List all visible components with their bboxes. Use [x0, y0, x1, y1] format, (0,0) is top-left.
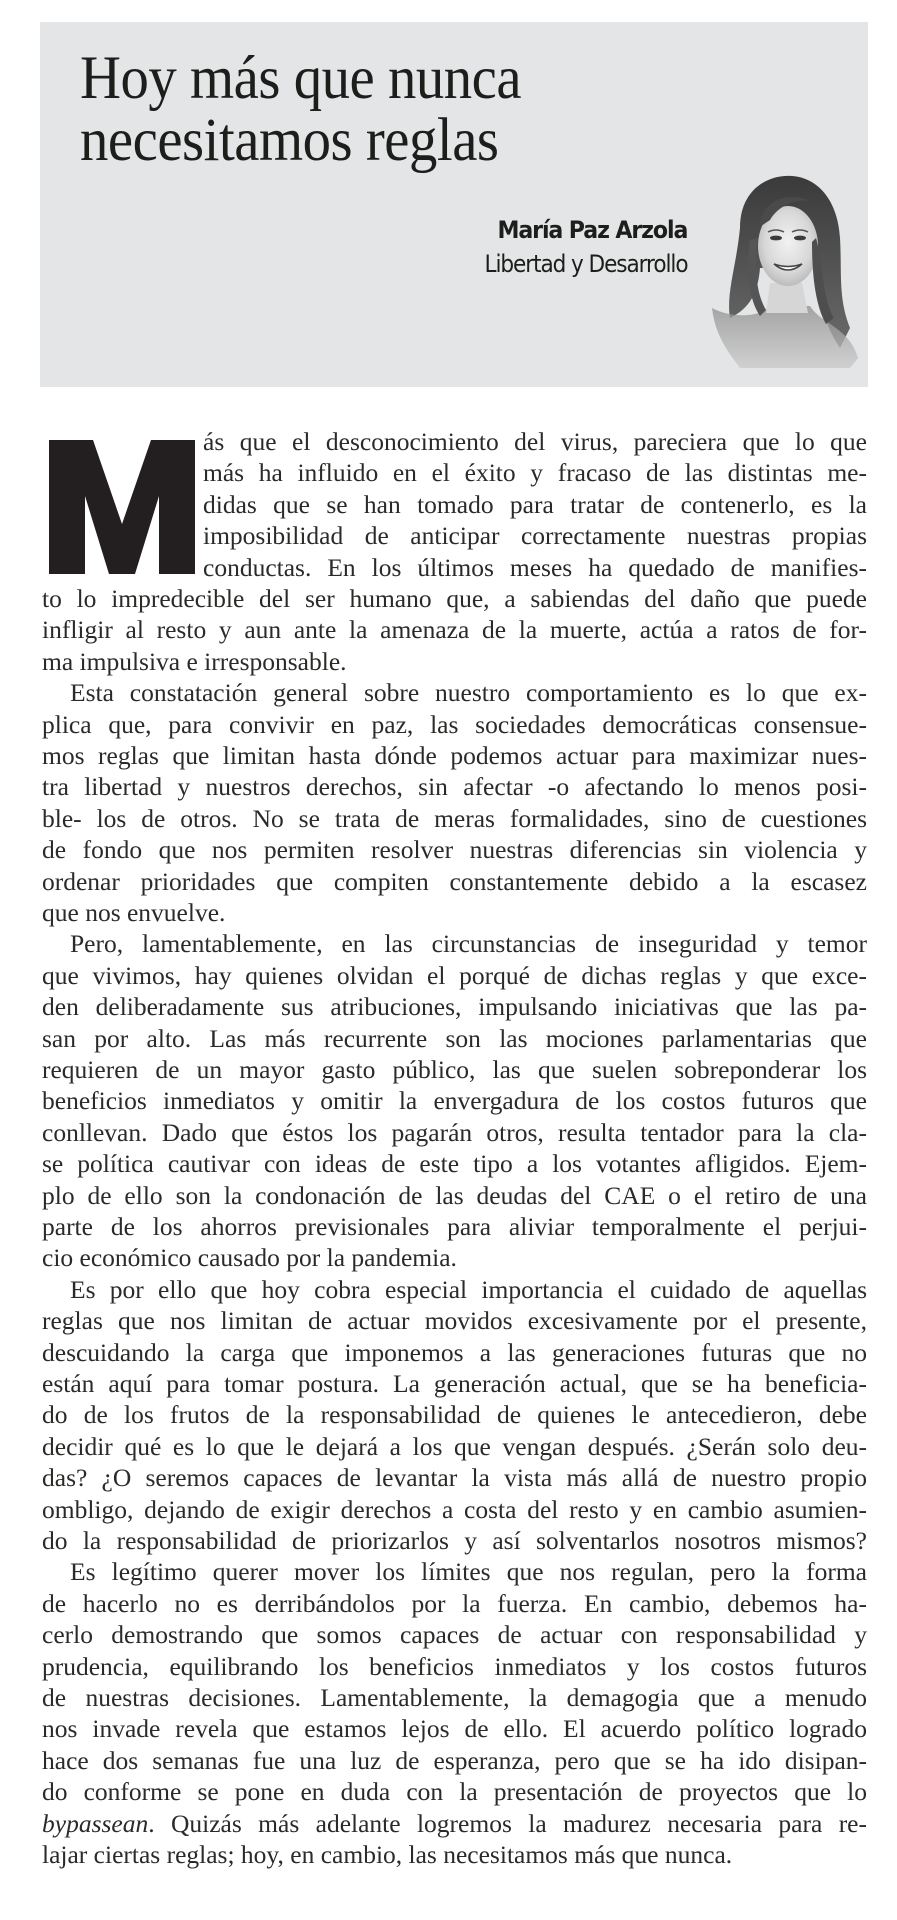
body-line-rest: . Quizás más adelante logremos la madurez necesaria para re- — [148, 1808, 867, 1838]
body-line: to lo impredecible del ser humano que, a sabiendas del daño que puede — [42, 584, 867, 613]
body-line: imposibilidad de anticipar correctamente nuestras propias — [203, 521, 867, 551]
body-line: do conforme se pone en duda con la presentación de proyectos que lo — [42, 1777, 867, 1807]
body-line: Pero, lamentablemente, en las circunstancias de inseguridad y temor — [70, 929, 867, 959]
body-line: de nuestras decisiones. Lamentablemente, la demagogia que a menudo — [42, 1683, 867, 1712]
body-line: requieren de un mayor gasto público, las que suelen sobreponderar los — [42, 1055, 867, 1084]
body-line-mixed — [42, 1808, 867, 1839]
body-line: didas que se han tomado para tratar de contenerlo, es la — [203, 489, 867, 519]
body-line: plica que, para convivir en paz, las sociedades democráticas consensue- — [42, 709, 867, 739]
body-line: que nos envuelve. — [42, 898, 226, 927]
body-line: ble- los de otros. No se trata de meras formalidades, sino de cuestiones — [42, 803, 867, 833]
body-line: ás que el desconocimiento del virus, pareciera que lo que — [203, 427, 867, 456]
body-line: más ha influido en el éxito y fracaso de las distintas me- — [203, 458, 867, 488]
author-portrait — [700, 168, 865, 368]
article-title — [80, 45, 522, 174]
body-line: decidir qué es lo que le dejará a los que vengan después. ¿Serán solo deu- — [42, 1431, 867, 1461]
body-line: hace dos semanas fue una luz de esperanza, pero que se ha ido disipan- — [42, 1745, 867, 1775]
body-line: se política cautivar con ideas de este tipo a los votantes afligidos. Ejem- — [42, 1149, 867, 1179]
body-line: ombligo, dejando de exigir derechos a costa del resto y en cambio asumien- — [42, 1494, 867, 1524]
author-name: María Paz Arzola — [497, 216, 687, 244]
body-line: das? ¿O seremos capaces de levantar la vista más allá de nuestro propio — [42, 1463, 867, 1493]
body-line: cerlo demostrando que somos capaces de actuar con responsabilidad y — [42, 1620, 867, 1650]
body-line: infligir al resto y aun ante la amenaza de la muerte, actúa a ratos de for- — [42, 615, 867, 645]
body-line: lajar ciertas reglas; hoy, en cambio, las necesitamos más que nunca. — [42, 1840, 733, 1869]
body-line: nos invade revela que estamos lejos de ello. El acuerdo político logrado — [42, 1714, 867, 1744]
italic-word: bypassean — [42, 1808, 149, 1838]
body-line: parte de los ahorros previsionales para aliviar temporalmente el perjui- — [42, 1212, 867, 1241]
body-line: Es por ello que hoy cobra especial importancia el cuidado de aquellas — [70, 1274, 867, 1304]
body-line: do la responsabilidad de priorizarlos y así solventarlos nosotros mismos? — [42, 1526, 867, 1555]
body-line: descuidando la carga que imponemos a las generaciones futuras que no — [42, 1337, 867, 1367]
body-line: mos reglas que limitan hasta dónde podemos actuar para maximizar nues- — [42, 741, 867, 770]
body-line: conllevan. Dado que éstos los pagarán otros, resulta tentador para la cla- — [42, 1117, 867, 1147]
title-line: necesitamos reglas — [80, 107, 499, 174]
body-line: conductas. En los últimos meses ha quedado de manifies- — [203, 552, 867, 582]
body-line: tra libertad y nuestros derechos, sin afectar -o afectando lo menos posi- — [42, 772, 867, 802]
body-line: plo de ello son la condonación de las deudas del CAE o el retiro de una — [42, 1180, 867, 1210]
body-line: san por alto. Las más recurrente son las mociones parlamentarias que — [42, 1023, 867, 1053]
body-line: reglas que nos limitan de actuar movidos excesivamente por el presente, — [42, 1306, 867, 1336]
body-line: ma impulsiva e irresponsable. — [42, 646, 347, 676]
body-line: beneficios inmediatos y omitir la envergadura de los costos futuros que — [42, 1086, 867, 1116]
author-organization: Libertad y Desarrollo — [484, 250, 687, 278]
body-line: do de los frutos de la responsabilidad de quienes le antecedieron, debe — [42, 1400, 867, 1430]
drop-cap-letter — [49, 440, 195, 574]
title-line: Hoy más que nunca — [80, 45, 522, 112]
body-line: están aquí para tomar postura. La generación actual, que se ha beneficia- — [42, 1369, 867, 1398]
body-line: de fondo que nos permiten resolver nuestras diferencias sin violencia y — [42, 835, 867, 865]
body-line: prudencia, equilibrando los beneficios inmediatos y los costos futuros — [42, 1651, 867, 1681]
body-line: den deliberadamente sus atribuciones, impulsando iniciativas que las pa- — [42, 992, 867, 1022]
body-line: ordenar prioridades que compiten constantemente debido a la escasez — [42, 866, 867, 896]
body-line: Esta constatación general sobre nuestro comportamiento es lo que ex- — [70, 678, 867, 708]
body-line: que vivimos, hay quienes olvidan el porqué de dichas reglas y que exce- — [42, 960, 867, 990]
body-line: de hacerlo no es derribándolos por la fuerza. En cambio, debemos ha- — [42, 1588, 867, 1618]
body-line: Es legítimo querer mover los límites que nos regulan, pero la forma — [70, 1557, 867, 1587]
body-line: cio económico causado por la pandemia. — [42, 1243, 457, 1273]
